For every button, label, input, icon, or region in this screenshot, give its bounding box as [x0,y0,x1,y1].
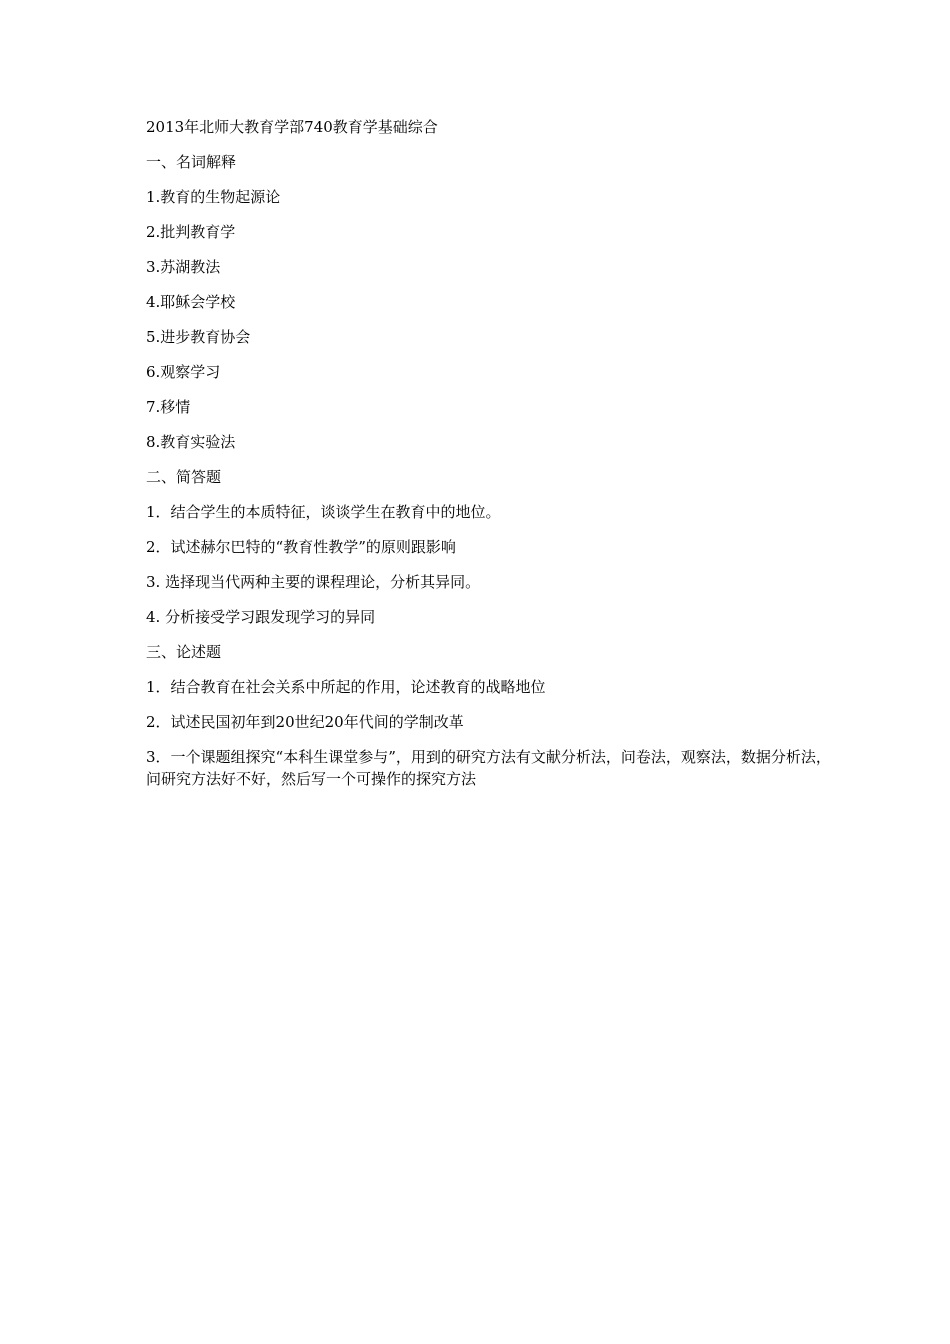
list-item: 4. 分析接受学习跟发现学习的异同 [146,608,376,626]
list-item: 8.教育实验法 [146,433,236,451]
list-item: 2．试述赫尔巴特的“教育性教学”的原则跟影响 [146,538,456,556]
list-item: 6.观察学习 [146,363,221,381]
list-item: 1.教育的生物起源论 [146,188,281,206]
list-item: 3. 选择现当代两种主要的课程理论，分析其异同。 [146,573,481,591]
section-heading-essay: 三、论述题 [146,643,222,661]
list-item: 2.批判教育学 [146,223,236,241]
list-item: 3．一个课题组探究“本科生课堂参与”，用到的研究方法有文献分析法，问卷法，观察法，数据分析法，问研究方法好不好，然后写一个可操作的探究方法 [146,748,831,788]
list-item: 1．结合教育在社会关系中所起的作用，论述教育的战略地位 [146,678,546,696]
document-body [146,116,836,790]
list-item: 2．试述民国初年到20世纪20年代间的学制改革 [146,713,464,731]
list-item: 7.移情 [146,398,191,416]
list-item: 4.耶稣会学校 [146,293,236,311]
document-title: 2013年北师大教育学部740教育学基础综合 [146,118,438,136]
list-item: 1．结合学生的本质特征，谈谈学生在教育中的地位。 [146,503,501,521]
list-item: 5.进步教育协会 [146,328,251,346]
section-heading-short-answer: 二、简答题 [146,468,222,486]
section-heading-terms: 一、名词解释 [146,153,237,171]
list-item: 3.苏湖教法 [146,258,221,276]
